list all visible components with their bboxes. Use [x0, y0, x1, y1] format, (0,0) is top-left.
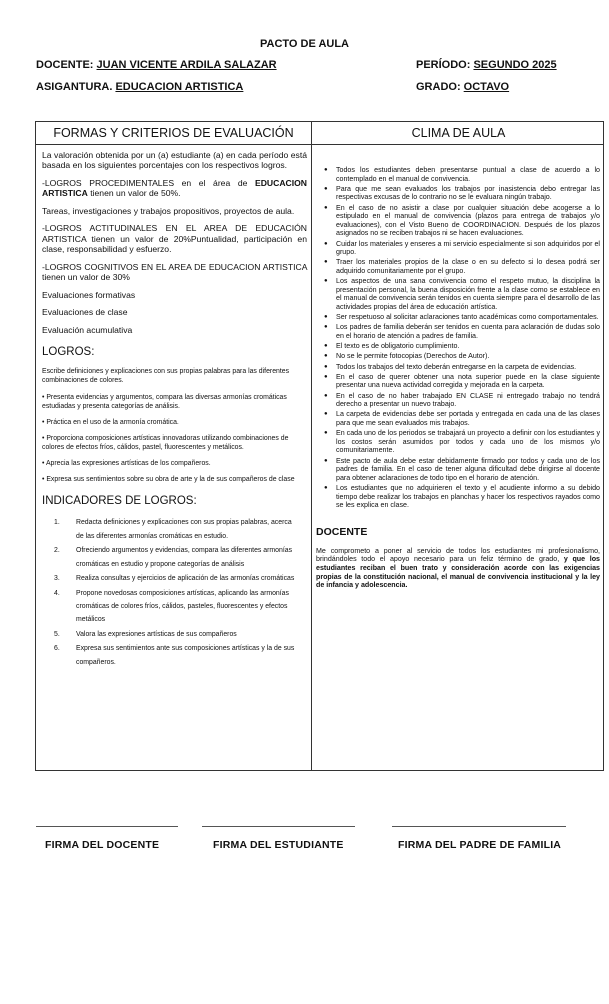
bullet-icon: ●	[324, 343, 328, 350]
indicadores-heading: INDICADORES DE LOGROS:	[42, 495, 197, 508]
bullet-icon: ●	[324, 259, 328, 266]
climate-rule-item	[316, 277, 600, 312]
indicador-item	[54, 544, 307, 571]
docente-field	[36, 59, 277, 71]
indicador-text: Redacta definiciones y explicaciones con sus propias palabras, acerca de las diferentes armonías cromáticas en estudio.	[76, 519, 292, 540]
procedimentales-label: -LOGROS PROCEDIMENTALES	[42, 177, 175, 188]
estudiante-signature-label: FIRMA DEL ESTUDIANTE	[213, 839, 344, 851]
climate-rule-text: Los estudiantes que no adquirieren el texto y el acudiente informo a su debido tiempo debe realizar los trabajos en planchas y hacer los respectivos rayados como se les explica en clase.	[336, 483, 600, 510]
asignatura-field	[36, 81, 243, 93]
docente-name: JUAN VICENTE ARDILA SALAZAR	[96, 59, 277, 71]
bullet-icon: ●	[324, 185, 328, 192]
procedimentales-mid: en el área de	[174, 177, 255, 188]
indicador-item	[54, 587, 307, 627]
padre-signature-label: FIRMA DEL PADRE DE FAMILIA	[398, 839, 562, 851]
procedimentales-paragraph	[42, 178, 307, 199]
indicador-text: Expresa sus sentimientos ante sus composiciones artísticas y la de sus compañeros.	[76, 645, 295, 666]
bullet-icon: ●	[324, 373, 328, 380]
cognitivos-value: tienen un valor de 30%	[42, 272, 130, 283]
evaluation-column-heading: FORMAS Y CRITERIOS DE EVALUACIÓN	[53, 126, 294, 140]
indicador-number: 4.	[54, 589, 60, 597]
climate-rule-item	[316, 313, 600, 322]
climate-rule-item	[316, 323, 600, 340]
indicadores-list	[42, 516, 307, 669]
evaluation-column	[42, 150, 307, 670]
logro-item: Escribe definiciones y explicaciones con sus propias palabras para las diferentes combinaciones de colores.	[42, 368, 290, 385]
bullet-icon: ●	[324, 484, 328, 491]
tasks-paragraph: Tareas, investigaciones y trabajos propositivos, proyectos de aula.	[42, 205, 295, 216]
logro-item: • Proporciona composiciones artísticas innovadoras utilizando combinaciones de colores de efectos fríos, cálidos, pastel, fluorescentes y metálicos.	[42, 434, 289, 451]
climate-rule-text: Todos los trabajos del texto deberán entregarse en la carpeta de evidencias.	[336, 362, 577, 371]
document-title: PACTO DE AULA	[259, 38, 350, 50]
eval-acumulativa: Evaluación acumulativa	[42, 324, 133, 335]
logro-item: • Expresa sus sentimientos sobre su obra de arte y la de sus compañeros de clase	[42, 476, 295, 484]
actitudinales-value: tienen un valor de 20%Puntualidad, participación en clase, responsabilidad y esfuerzo.	[42, 233, 307, 255]
pact-table	[35, 121, 604, 771]
climate-column-heading: CLIMA DE AULA	[411, 126, 506, 140]
grado-field	[416, 81, 509, 93]
bullet-icon: ●	[324, 430, 328, 437]
climate-rule-item	[316, 342, 600, 351]
climate-rule-item	[316, 204, 600, 239]
logro-item: • Aprecia las expresiones artísticas de los compañeros.	[42, 460, 211, 468]
climate-rule-text: El texto es de obligatorio cumplimiento.	[336, 342, 460, 351]
bullet-icon: ●	[324, 457, 328, 464]
logros-heading: LOGROS:	[42, 346, 95, 359]
climate-rule-item	[316, 457, 600, 483]
climate-rule-item	[316, 410, 600, 427]
climate-rule-item	[316, 352, 600, 361]
climate-column	[316, 166, 600, 590]
grado-label: GRADO:	[416, 81, 461, 93]
climate-rule-text: La carpeta de evidencias debe ser portada y entregada en cada una de las clases para que me sean evaluados mis trabajos.	[336, 410, 600, 427]
logro-item: • Práctica en el uso de la armonía cromática.	[42, 418, 179, 426]
climate-rule-text: Este pacto de aula debe estar debidamente firmado por todos y cada uno de los padres de familia. En el caso de tener alguna dificultad debe dirigirse al docente para obtener aclaraciones de todo tipo en el horario de atención.	[336, 456, 600, 482]
docente-signature-label: FIRMA DEL DOCENTE	[45, 839, 160, 851]
bullet-icon: ●	[324, 392, 328, 399]
indicador-number: 6.	[54, 645, 60, 653]
climate-rule-item	[316, 166, 600, 183]
actitudinales-paragraph	[42, 223, 307, 254]
eval-formativas: Evaluaciones formativas	[42, 289, 136, 300]
indicador-text: Realiza consultas y ejercicios de aplicación de las armonías cromáticas	[76, 575, 295, 583]
climate-rule-text: Todos los estudiantes deben presentarse puntual a clase de acuerdo a lo contemplado en el manual de convivencia.	[336, 166, 600, 183]
indicador-text: Valora las expresiones artísticas de sus compañeros	[76, 630, 237, 638]
climate-rules-list	[316, 166, 600, 510]
indicador-number: 1.	[54, 519, 60, 527]
bullet-icon: ●	[324, 204, 328, 211]
indicador-number: 5.	[54, 630, 60, 638]
periodo-value: SEGUNDO 2025	[473, 59, 557, 71]
indicador-text: Ofreciendo argumentos y evidencias, compara las diferentes armonías cromáticas en estudio y propone categorías de análisis	[76, 547, 293, 568]
asignatura-label: ASIGANTURA.	[36, 81, 113, 93]
docente-commitment-bold: y que los estudiantes reciban el buen trato y consideración acorde con las exigencias propias de la constitución nacional, el manual de convivencia institucional y la ley de infancia y adolescencia.	[316, 555, 601, 590]
docente-label: DOCENTE:	[36, 59, 94, 71]
grado-value: OCTAVO	[463, 81, 510, 93]
indicador-text: Propone novedosas composiciones artísticas, aplicando las armonías cromáticas de colores fríos, cálidos, pasteles, fluorescentes y efectos metálicos	[76, 589, 289, 624]
climate-rule-text: En cada uno de los periodos se trabajará un proyecto a definir con los estudiantes y los costos serán asumidos por todos y cada uno de los mismos y/o comunitariamente.	[336, 429, 600, 455]
climate-rule-item	[316, 363, 600, 372]
climate-rule-text: En el caso de no haber trabajado EN CLASE ni entregado trabajo no tendrá derecho a presentar un nuevo trabajo.	[336, 391, 600, 409]
padre-signature-line	[392, 826, 566, 827]
climate-rule-text: No se le permite fotocopias (Derechos de Autor).	[336, 352, 490, 361]
indicador-item	[54, 642, 307, 669]
bullet-icon: ●	[324, 411, 328, 418]
indicador-item	[54, 572, 307, 585]
cognitivos-label: -LOGROS COGNITIVOS EN EL AREA DE EDUCACION ARTISTICA	[42, 261, 307, 272]
actitudinales-label: -LOGROS ACTITUDINALES EN EL AREA DE EDUCACIÓN ARTISTICA	[42, 223, 307, 244]
climate-rule-text: Traer los materiales propios de la clase o en su defecto si lo desea podrá ser adquirido comunitariamente por el grupo.	[336, 258, 600, 276]
climate-rule-text: Cuidar los materiales y enseres a mi servicio especialmente si son adquiridos por el grupo.	[336, 239, 600, 257]
climate-rule-text: Ser respetuoso al solicitar aclaraciones tanto académicas como comportamentales.	[336, 313, 599, 322]
bullet-icon: ●	[324, 167, 328, 173]
climate-rule-text: Para que me sean evaluados los trabajos por inasistencia debo entregar las respectivas excusas de lo contrario no se le evaluara ningún trabajo.	[336, 184, 600, 202]
climate-rule-item	[316, 258, 600, 275]
periodo-field	[416, 59, 557, 71]
climate-rule-text: En el caso de no asistir a clase por cualquier situación debe acogerse a lo estipulado en el manual de convivencia (plazos para entrega de trabajos y/o evaluaciones), con el Visto Bueno de COORDINACION. Después de los plazos asignados no se reciben trabajos ni se hacen evaluaciones.	[336, 203, 600, 238]
estudiante-signature-line	[202, 826, 355, 827]
climate-rule-item	[316, 373, 600, 390]
docente-commitment-heading: DOCENTE	[316, 525, 368, 538]
header-divider	[36, 144, 603, 145]
periodo-label: PERÍODO:	[416, 59, 471, 71]
docente-signature-line	[36, 826, 178, 827]
bullet-icon: ●	[324, 353, 328, 360]
bullet-icon: ●	[324, 240, 328, 247]
cognitivos-paragraph	[42, 262, 307, 283]
bullet-icon: ●	[324, 363, 328, 370]
climate-rule-item	[316, 429, 600, 455]
indicador-number: 2.	[54, 547, 60, 555]
evaluation-intro: La valoración obtenida por un (a) estudiante (a) en cada período está basada en los siguientes porcentajes con los respectivos logros.	[42, 150, 307, 171]
procedimentales-area: EDUCACION ARTISTICA	[42, 177, 308, 199]
logro-item: • Presenta evidencias y argumentos, compara las diversas armonías cromáticas estudiadas y presenta categorías de análisis.	[42, 393, 287, 410]
indicador-item	[54, 516, 307, 543]
bullet-icon: ●	[324, 324, 328, 331]
climate-rule-item	[316, 484, 600, 510]
indicador-item	[54, 628, 307, 641]
column-divider	[311, 122, 312, 770]
climate-rule-item	[316, 392, 600, 409]
climate-rule-text: Los padres de familia deberán ser tenidos en cuenta para aclaración de dudas solo en el horario de atención a padres de familia.	[336, 323, 600, 341]
docente-commitment-normal: Me comprometo a poner al servicio de todos los estudiantes mi profesionalismo, brindándoles todo el apoyo necesario para un feliz término de grado,	[316, 546, 600, 564]
docente-commitment-text	[316, 547, 600, 590]
bullet-icon: ●	[324, 314, 328, 321]
procedimentales-value: tienen un valor de 50%.	[87, 188, 181, 199]
indicador-number: 3.	[54, 575, 60, 583]
climate-rule-item	[316, 185, 600, 202]
climate-rule-item	[316, 240, 600, 257]
asignatura-value: EDUCACION ARTISTICA	[115, 81, 244, 93]
climate-rule-text: En el caso de querer obtener una nota superior puede en la clase siguiente presentar una nueva actividad corregida y mejorada en la carpeta.	[336, 372, 600, 390]
climate-rule-text: Los aspectos de una sana convivencia como el respeto mutuo, la disciplina la presentación personal, la buena disposición frente a la clase como se establece en el manual de convivencia serán tenidos en cuenta siempre para el desarrollo de las actividades propias del área de educación artística.	[336, 277, 600, 312]
eval-clase: Evaluaciones de clase	[42, 307, 128, 318]
bullet-icon: ●	[324, 278, 328, 285]
